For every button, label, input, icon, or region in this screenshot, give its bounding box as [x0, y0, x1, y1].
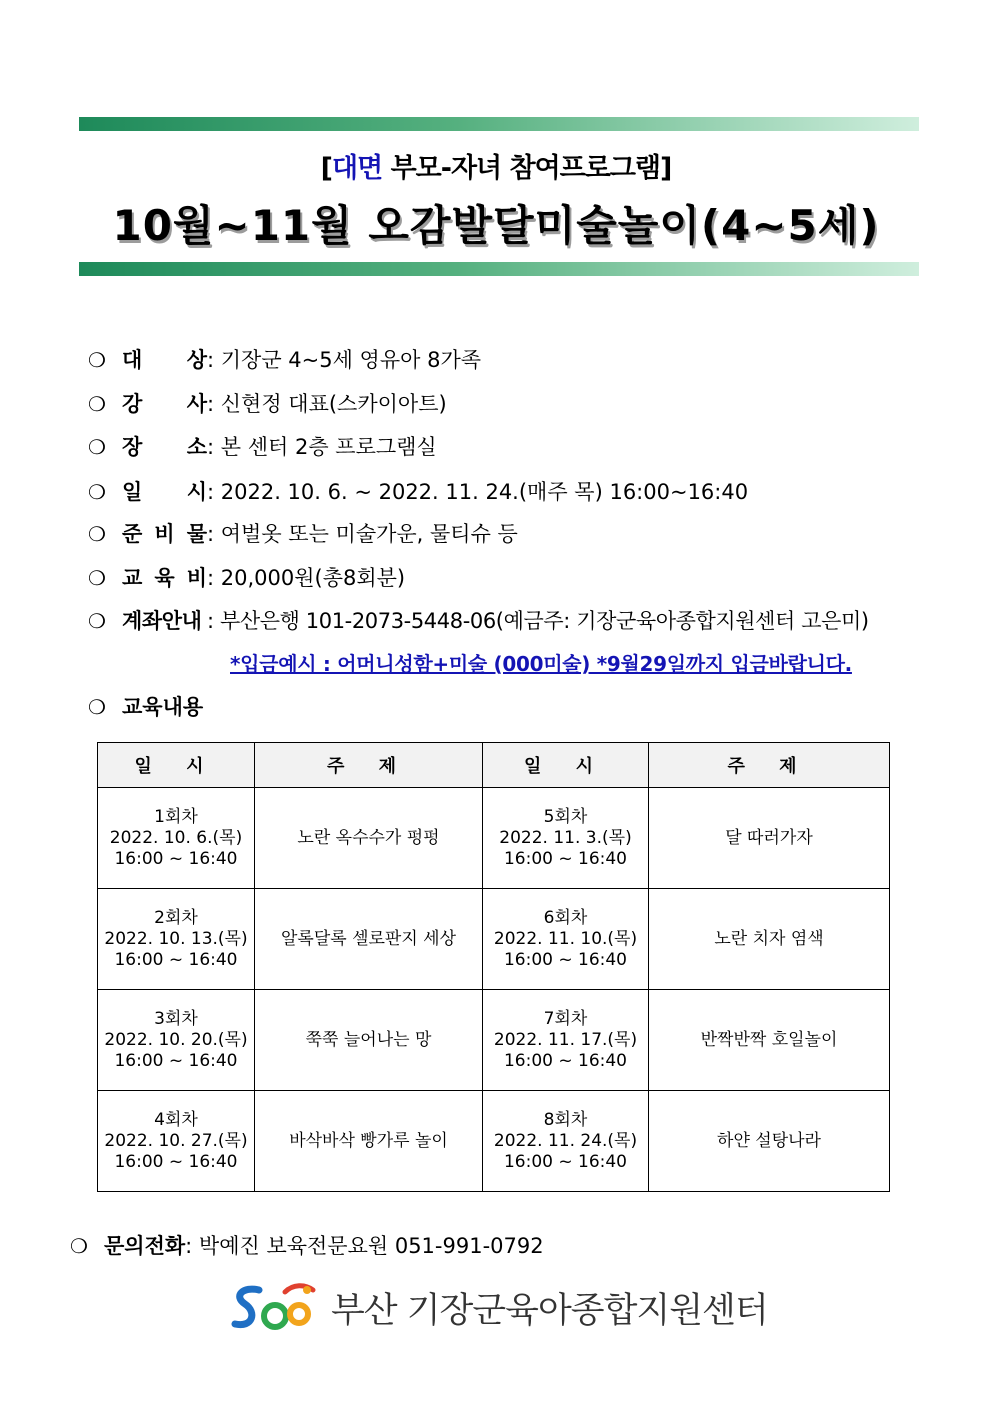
session-datetime-cell: 1회차 2022. 10. 6.(목) 16:00 ~ 16:40	[98, 788, 255, 889]
info-supplies	[88, 518, 518, 548]
info-value: : 2022. 10. 6. ~ 2022. 11. 24.(매주 목) 16:00~16:40	[207, 480, 749, 504]
info-value: : 신현정 대표(스카이아트)	[207, 392, 447, 416]
session-datetime-cell: 5회차 2022. 11. 3.(목) 16:00 ~ 16:40	[483, 788, 649, 889]
session-datetime-cell: 4회차 2022. 10. 27.(목) 16:00 ~ 16:40	[98, 1091, 255, 1192]
table-header: 일 시	[98, 743, 255, 788]
info-value: : 여벌옷 또는 미술가운, 물티슈 등	[207, 522, 518, 546]
table-header: 주 제	[255, 743, 483, 788]
info-value: : 본 센터 2층 프로그램실	[207, 435, 437, 459]
topic-cell: 노란 옥수수가 펑펑	[255, 788, 483, 889]
bullet-icon: ❍	[88, 348, 106, 372]
session-datetime-cell: 7회차 2022. 11. 17.(목) 16:00 ~ 16:40	[483, 990, 649, 1091]
bullet-icon: ❍	[88, 695, 106, 719]
session-datetime-cell: 6회차 2022. 11. 10.(목) 16:00 ~ 16:40	[483, 889, 649, 990]
subtitle-highlight: 대면	[332, 153, 383, 184]
topic-cell: 알록달록 셀로판지 세상	[255, 889, 483, 990]
deposit-note: *입금예시 : 어머니성함+미술 (000미술) *9월29일까지 입금바랍니다.	[230, 652, 852, 676]
table-header: 주 제	[649, 743, 890, 788]
schedule-table	[97, 742, 890, 1192]
bullet-icon: ❍	[88, 480, 106, 504]
table-row	[98, 990, 890, 1091]
bullet-icon: ❍	[88, 566, 106, 590]
info-value: : 20,000원(총8회분)	[207, 566, 406, 590]
info-fee	[88, 562, 405, 592]
bottom-decorative-bar	[79, 262, 919, 276]
top-decorative-bar	[79, 117, 919, 131]
info-label: 대 상	[122, 348, 207, 372]
bullet-icon: ❍	[88, 609, 106, 633]
info-account	[88, 605, 869, 635]
footer-logo	[229, 1278, 768, 1338]
contact-label: 문의전화	[104, 1234, 186, 1258]
info-label: 준 비 물	[122, 522, 207, 546]
info-instructor	[88, 388, 447, 418]
center-logo-icon	[229, 1278, 319, 1338]
table-header: 일 시	[483, 743, 649, 788]
info-schedule	[88, 476, 748, 506]
bullet-icon: ❍	[88, 392, 106, 416]
topic-cell: 반짝반짝 호일놀이	[649, 990, 890, 1091]
page-title: 10월~11월 오감발달미술놀이(4~5세)	[112, 201, 880, 250]
session-datetime-cell: 2회차 2022. 10. 13.(목) 16:00 ~ 16:40	[98, 889, 255, 990]
info-place	[88, 431, 437, 461]
topic-cell: 하얀 설탕나라	[649, 1091, 890, 1192]
org-name: 부산 기장군육아종합지원센터	[331, 1291, 768, 1331]
subtitle: [대면 부모-자녀 참여프로그램]	[320, 153, 672, 184]
info-target	[88, 344, 481, 374]
bullet-icon: ❍	[70, 1234, 88, 1258]
topic-cell: 달 따러가자	[649, 788, 890, 889]
table-row	[98, 788, 890, 889]
info-label: 장 소	[122, 435, 207, 459]
bullet-icon: ❍	[88, 522, 106, 546]
topic-cell: 쭉쭉 늘어나는 망	[255, 990, 483, 1091]
info-value: : 부산은행 101-2073-5448-06(예금주: 기장군육아종합지원센터 고은미)	[207, 609, 869, 633]
contact-value: : 박예진 보육전문요원 051-991-0792	[185, 1234, 544, 1258]
session-datetime-cell: 3회차 2022. 10. 20.(목) 16:00 ~ 16:40	[98, 990, 255, 1091]
session-datetime-cell: 8회차 2022. 11. 24.(목) 16:00 ~ 16:40	[483, 1091, 649, 1192]
table-row	[98, 889, 890, 990]
info-label: 교 육 비	[122, 566, 207, 590]
info-label: 교육내용	[122, 695, 204, 719]
topic-cell: 바삭바삭 빵가루 놀이	[255, 1091, 483, 1192]
info-content-heading	[88, 691, 207, 721]
bullet-icon: ❍	[88, 435, 106, 459]
info-label: 강 사	[122, 392, 207, 416]
info-value: : 기장군 4~5세 영유아 8가족	[207, 348, 482, 372]
table-row	[98, 1091, 890, 1192]
table-header-row	[98, 743, 890, 788]
info-label: 일 시	[122, 480, 207, 504]
topic-cell: 노란 치자 염색	[649, 889, 890, 990]
info-label: 계좌안내	[122, 609, 202, 633]
contact-info	[70, 1230, 544, 1260]
